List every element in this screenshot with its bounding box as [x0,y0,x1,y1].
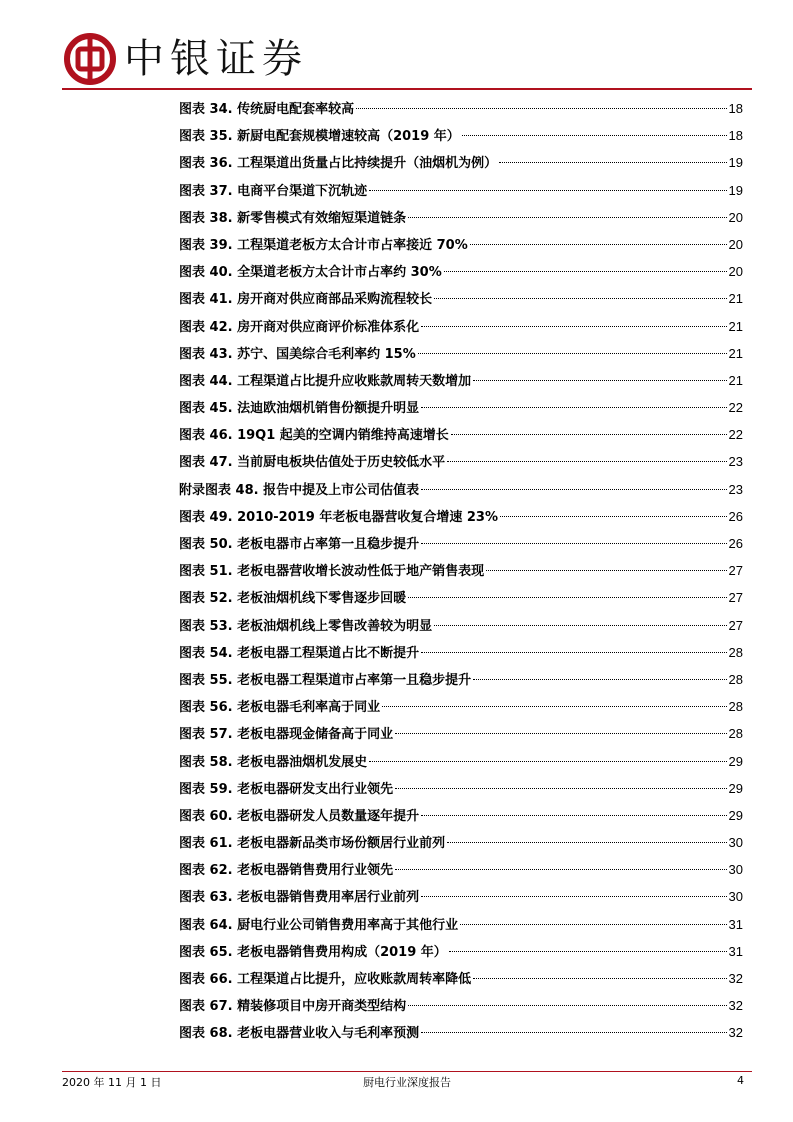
toc-entry[interactable] [179,177,743,204]
toc-entry-page: 18 [728,101,743,116]
toc-entry[interactable] [179,122,743,149]
toc-entry[interactable] [179,965,743,992]
footer-divider [62,1071,752,1072]
toc-entry[interactable] [179,938,743,965]
toc-entry[interactable] [179,95,743,122]
toc-entry-title: 图表 51. 老板电器营收增长波动性低于地产销售表现 [179,564,485,580]
brand-name: 中银证券 [124,36,308,82]
toc-entry[interactable] [179,748,743,775]
toc-dot-leader [382,706,726,707]
toc-entry[interactable] [179,503,743,530]
toc-entry-title: 图表 64. 厨电行业公司销售费用率高于其他行业 [179,917,459,933]
toc-entry[interactable] [179,204,743,231]
toc-entry-title: 图表 63. 老板电器销售费用率居行业前列 [179,890,420,906]
toc-entry[interactable] [179,476,743,503]
toc-entry-page: 18 [728,128,743,144]
toc-dot-leader [447,842,726,843]
toc-entry-title: 图表 43. 苏宁、国美综合毛利率约 15% [179,346,416,362]
toc-entry-page: 28 [728,726,743,742]
toc-dot-leader [444,271,727,272]
toc-entry[interactable] [179,911,743,938]
toc-dot-leader [418,353,727,354]
toc-entry[interactable] [179,448,743,475]
footer-date: 2020 年 11 月 1 日 [62,1076,162,1089]
toc-entry-title: 图表 68. 老板电器营业收入与毛利率预测 [179,1026,420,1042]
toc-entry-title: 图表 59. 老板电器研发支出行业领先 [179,781,394,797]
toc-entry[interactable] [179,992,743,1019]
toc-entry[interactable] [179,367,743,394]
toc-entry[interactable] [179,775,743,802]
toc-entry-page: 30 [728,862,743,878]
toc-entry[interactable] [179,313,743,340]
toc-entry-title: 图表 66. 工程渠道占比提升，应收账款周转率降低 [179,972,472,987]
toc-entry-title: 图表 34. 传统厨电配套率较高 [179,102,355,117]
toc-dot-leader [473,679,726,680]
toc-entry-page: 31 [728,943,743,959]
toc-dot-leader [421,326,726,327]
toc-entry-title: 图表 56. 老板电器毛利率高于同业 [179,700,381,716]
toc-dot-leader [421,652,726,653]
toc-entry-title: 图表 57. 老板电器现金储备高于同业 [179,727,394,743]
toc-entry-page: 27 [728,590,743,606]
toc-entry-page: 32 [728,1025,743,1041]
toc-entry-title: 图表 42. 房开商对供应商评价标准体系化 [179,319,420,335]
toc-entry[interactable] [179,584,743,611]
toc-entry-page: 28 [728,671,743,687]
toc-entry[interactable] [179,340,743,367]
toc-dot-leader [473,978,726,979]
toc-dot-leader [500,516,727,517]
toc-entry-title: 图表 38. 新零售模式有效缩短渠道链条 [179,210,407,226]
toc-entry-page: 26 [728,536,743,551]
toc-entry-page: 21 [728,372,743,388]
toc-dot-leader [408,1005,726,1006]
header-divider [62,88,752,90]
toc-dot-leader [395,869,726,870]
toc-entry-page: 21 [728,318,743,334]
toc-entry-title: 图表 47. 当前厨电板块估值处于历史较低水平 [179,455,446,471]
toc-dot-leader [356,108,726,109]
toc-entry-page: 32 [728,998,743,1014]
toc-dot-leader [447,461,726,462]
toc-entry-page: 26 [728,508,743,524]
toc-entry-page: 29 [728,780,743,796]
toc-entry-page: 23 [728,481,743,497]
toc-entry-page: 29 [728,807,743,823]
toc-entry[interactable] [179,802,743,829]
toc-dot-leader [421,1032,726,1033]
toc-dot-leader [434,625,726,626]
toc-dot-leader [421,543,726,544]
toc-entry-title: 图表 52. 老板油烟机线下零售逐步回暖 [179,591,407,607]
toc-entry-page: 20 [728,209,743,225]
toc-entry-page: 20 [728,264,743,280]
toc-entry-page: 22 [728,400,743,416]
toc-entry-title: 图表 65. 老板电器销售费用构成（2019 年） [179,944,447,960]
toc-dot-leader [499,162,726,163]
toc-entry[interactable] [179,394,743,421]
toc-entry-page: 21 [728,291,743,307]
toc-entry[interactable] [179,557,743,584]
toc-entry-title: 图表 54. 老板电器工程渠道占比不断提升 [179,645,420,661]
toc-dot-leader [408,597,726,598]
toc-entry[interactable] [179,231,743,258]
toc-entry-page: 29 [728,753,743,769]
toc-dot-leader [460,924,726,925]
toc-entry-page: 20 [728,236,743,252]
toc-entry[interactable] [179,285,743,312]
toc-entry-page: 27 [728,563,743,579]
toc-entry-page: 28 [728,699,743,715]
toc-entry-title: 图表 45. 法迪欧油烟机销售份额提升明显 [179,401,420,417]
toc-entry[interactable] [179,883,743,910]
toc-entry[interactable] [179,639,743,666]
toc-entry-title: 图表 41. 房开商对供应商部品采购流程较长 [179,292,433,308]
toc-dot-leader [421,489,726,490]
toc-entry-title: 图表 67. 精装修项目中房开商类型结构 [179,999,407,1015]
toc-entry-title: 图表 39. 工程渠道老板方太合计市占率接近 70% [179,237,468,253]
toc-entry[interactable] [179,666,743,693]
toc-entry-title: 图表 36. 工程渠道出货量占比持续提升（油烟机为例） [179,156,498,172]
toc-entry-page: 30 [728,835,743,851]
toc-entry-page: 21 [728,345,743,361]
toc-dot-leader [462,135,727,136]
toc-entry-title: 图表 61. 老板电器新品类市场份额居行业前列 [179,836,446,852]
toc-entry-title: 图表 62. 老板电器销售费用行业领先 [179,863,394,879]
toc-entry-page: 22 [728,427,743,443]
toc-entry-title: 图表 46. 19Q1 起美的空调内销维持高速增长 [179,428,449,444]
footer-page-number: 4 [737,1074,744,1087]
page-header [62,30,752,88]
toc-entry[interactable] [179,149,743,176]
toc-dot-leader [369,190,726,191]
toc-entry-page: 30 [728,889,743,905]
toc-entry-page: 27 [728,617,743,633]
toc-dot-leader [421,896,726,897]
toc-dot-leader [434,298,726,299]
toc-entry[interactable] [179,421,743,448]
toc-entry-title: 图表 49. 2010-2019 年老板电器营收复合增速 23% [179,509,499,525]
toc-entry-title: 图表 58. 老板电器油烟机发展史 [179,754,368,770]
toc-entry-title: 图表 37. 电商平台渠道下沉轨迹 [179,183,368,199]
toc-entry[interactable] [179,258,743,285]
toc-dot-leader [369,761,726,762]
toc-entry-page: 19 [728,182,743,198]
table-of-figures [179,95,743,1047]
toc-dot-leader [449,951,727,952]
toc-entry-page: 19 [728,155,743,171]
footer-report-title: 厨电行业深度报告 [363,1076,451,1089]
toc-entry-title: 图表 53. 老板油烟机线上零售改善较为明显 [179,618,433,634]
toc-entry[interactable] [179,720,743,747]
toc-dot-leader [408,217,726,218]
toc-entry-page: 31 [728,916,743,932]
toc-entry-title: 附录图表 48. 报告中提及上市公司估值表 [179,482,420,498]
toc-dot-leader [451,434,727,435]
toc-dot-leader [421,815,726,816]
toc-entry[interactable] [179,693,743,720]
toc-entry-title: 图表 55. 老板电器工程渠道市占率第一且稳步提升 [179,672,472,688]
page-footer [62,1074,752,1092]
toc-entry-title: 图表 60. 老板电器研发人员数量逐年提升 [179,808,420,824]
toc-entry[interactable] [179,530,743,557]
toc-dot-leader [421,407,726,408]
toc-entry-page: 23 [728,454,743,470]
toc-entry[interactable] [179,829,743,856]
toc-dot-leader [486,570,726,571]
toc-dot-leader [473,380,726,381]
toc-entry[interactable] [179,612,743,639]
toc-entry-title: 图表 35. 新厨电配套规模增速较高（2019 年） [179,129,460,145]
toc-entry[interactable] [179,856,743,883]
toc-entry[interactable] [179,1019,743,1046]
toc-dot-leader [395,788,726,789]
toc-entry-title: 图表 50. 老板电器市占率第一且稳步提升 [179,537,420,552]
toc-dot-leader [395,733,726,734]
bank-of-china-logo [64,33,116,85]
toc-entry-page: 32 [728,971,743,986]
toc-entry-title: 图表 44. 工程渠道占比提升应收账款周转天数增加 [179,373,472,389]
toc-entry-title: 图表 40. 全渠道老板方太合计市占率约 30% [179,265,442,281]
toc-dot-leader [470,244,727,245]
toc-entry-page: 28 [728,644,743,660]
